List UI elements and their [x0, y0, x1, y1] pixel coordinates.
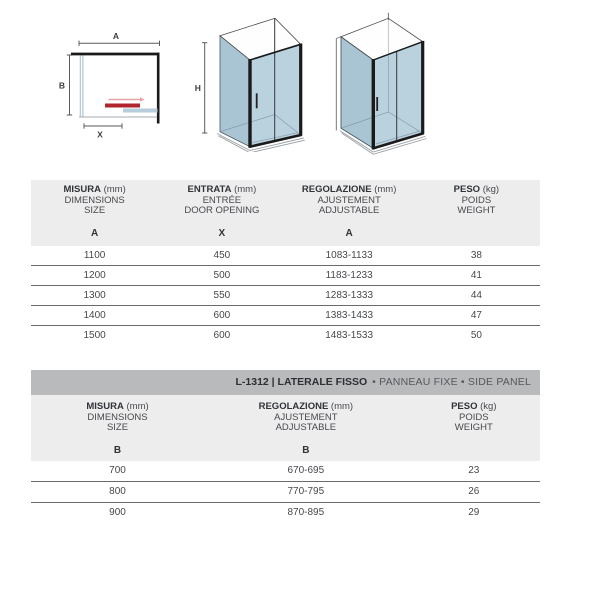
table-cell: 500: [213, 269, 231, 281]
dim-label-h: H: [194, 83, 201, 93]
table-cell: 800: [109, 486, 126, 497]
dim-line-h: [202, 43, 207, 133]
col-unit: (mm): [103, 184, 126, 195]
letter-row: [31, 446, 540, 456]
col-unit: (mm): [234, 184, 257, 195]
table-cell: 1300: [83, 289, 106, 301]
col-sub: DIMENSIONS: [64, 194, 125, 206]
table-cell: 1500: [83, 329, 106, 341]
table-row: [31, 503, 540, 523]
isometric-view-2: [330, 12, 430, 160]
table-cell: 26: [468, 486, 480, 497]
col-sub: AJUSTEMENT: [317, 194, 381, 206]
column-header-peso: [413, 185, 540, 217]
col-sub: POIDS: [459, 411, 489, 423]
table-row: [31, 326, 540, 345]
isometric-view-1: [193, 12, 308, 152]
col-unit: (mm): [330, 401, 354, 412]
table-cell: 870-895: [287, 507, 325, 518]
table-cell: 450: [213, 249, 231, 261]
sliding-door-plan: [105, 104, 140, 108]
column-header-regolazione: [286, 185, 413, 217]
col-title: PESO: [451, 401, 478, 412]
table-cell: 700: [109, 465, 126, 476]
col-title: PESO: [453, 184, 481, 195]
col-title: MISURA: [63, 184, 101, 195]
table-cell: 1483-1533: [325, 329, 374, 341]
table-cell: 770-795: [287, 486, 325, 497]
table-cell: 1383-1433: [325, 309, 374, 321]
table-cell: 47: [470, 309, 482, 321]
table-header: [31, 395, 540, 461]
col-unit: (kg): [480, 401, 497, 412]
col-unit: (mm): [126, 401, 149, 412]
col-sub: ADJUSTABLE: [275, 422, 337, 433]
col-sub: AJUSTEMENT: [274, 411, 338, 423]
col-unit: (mm): [374, 184, 397, 195]
table-cell: 1200: [83, 269, 106, 281]
dim-line-x: [84, 123, 122, 128]
col-sub: SIZE: [84, 205, 106, 216]
table-cell: 41: [470, 269, 482, 281]
letter-cell: X: [218, 227, 226, 239]
col-sub: DIMENSIONS: [87, 411, 148, 423]
col-title: REGOLAZIONE: [258, 401, 329, 412]
column-header-misura: [31, 402, 204, 434]
table-cell: 29: [468, 507, 480, 518]
table-cell: 50: [470, 329, 482, 341]
table-cell: 670-695: [287, 465, 325, 476]
letter-cell: A: [345, 227, 353, 239]
table-cell: 1100: [83, 249, 106, 261]
column-header-misura: [31, 185, 158, 217]
col-sub: SIZE: [106, 422, 129, 433]
dimensions-table-main: [31, 180, 540, 345]
column-header-peso: [408, 402, 540, 434]
col-sub: ADJUSTABLE: [318, 205, 380, 216]
col-sub: WEIGHT: [457, 205, 496, 216]
section-subtitle: • PANNEAU FIXE • SIDE PANEL: [372, 376, 531, 388]
table-row: [31, 266, 540, 286]
fixed-panel-plan: [123, 109, 158, 113]
table-row: [31, 482, 540, 503]
table-row: [31, 461, 540, 482]
table-header: [31, 180, 540, 246]
letter-cell: B: [302, 444, 310, 456]
col-title: REGOLAZIONE: [301, 184, 372, 195]
letter-cell: [408, 446, 540, 456]
table-cell: 1183-1233: [325, 269, 373, 281]
table-row: [31, 246, 540, 266]
table-cell: 600: [213, 329, 231, 341]
col-title: MISURA: [86, 401, 124, 412]
dim-line-a: [79, 41, 160, 46]
col-sub: ENTRÉE: [202, 194, 242, 206]
letter-cell: [413, 229, 540, 239]
table-cell: 900: [109, 507, 126, 518]
section-title-bar: [31, 370, 540, 395]
glass-front-panel: [250, 44, 301, 146]
col-title: ENTRATA: [187, 184, 232, 195]
glass-side-panel-plan: [80, 56, 83, 118]
table-cell: 600: [213, 309, 231, 321]
col-unit: (kg): [482, 184, 500, 195]
table-row: [31, 306, 540, 326]
letter-cell: A: [91, 227, 99, 239]
plan-view-diagram: [55, 28, 215, 143]
side-panel-table: [31, 370, 540, 523]
col-sub: POIDS: [461, 194, 492, 206]
slide-arrow-icon: [109, 97, 145, 102]
col-sub: DOOR OPENING: [184, 205, 260, 216]
table-cell: 1283-1333: [325, 289, 374, 301]
dim-line-b: [67, 55, 72, 115]
table-cell: 44: [470, 289, 482, 301]
table-cell: 1083-1133: [325, 249, 373, 261]
letter-row: [31, 229, 540, 239]
side-panel-top-edge: [336, 37, 341, 39]
column-header-entrata: [158, 185, 285, 217]
section-title: L-1312 | LATERALE FISSO: [235, 376, 368, 388]
table-cell: 23: [468, 465, 480, 476]
table-cell: 38: [470, 249, 482, 261]
dim-label-b: B: [58, 80, 66, 91]
dim-label-a: A: [112, 31, 120, 41]
dim-label-x: X: [97, 129, 103, 140]
table-cell: 1400: [83, 309, 106, 321]
table-cell: 550: [213, 289, 231, 301]
column-header-regolazione: [204, 402, 408, 434]
table-row: [31, 286, 540, 306]
letter-cell: B: [113, 444, 122, 456]
col-sub: WEIGHT: [454, 422, 493, 433]
